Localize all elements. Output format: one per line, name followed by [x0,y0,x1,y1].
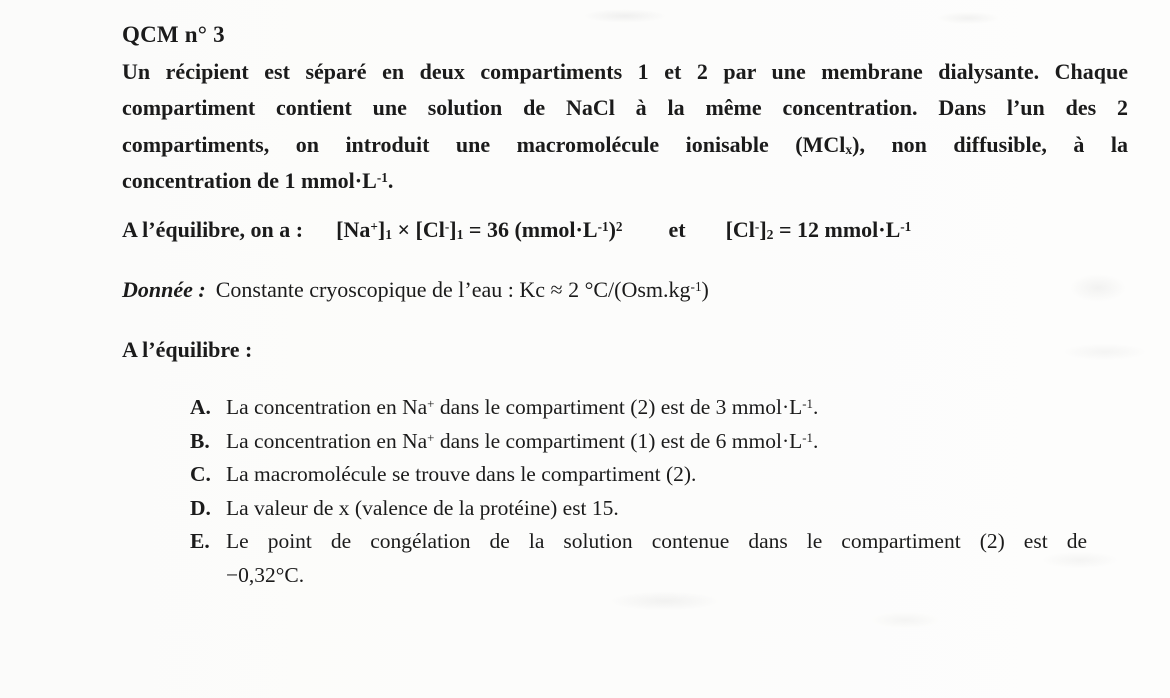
options-list [190,391,1095,593]
option-text-b: La concentration en Na+ dans le compartiment (1) est de 6 $mmol\cdot L^{-1}$. [226,428,819,453]
option-text-a: La concentration en Na+ dans le compartiment (2) est de 3 $mmol\cdot L^{-1}$. [226,395,819,419]
option-letter-c: C. [190,462,211,487]
given-label: Donnée : [122,277,206,302]
option-letter-e: E. [190,529,210,554]
option-row-e [190,525,1095,592]
option-text-e [226,525,1095,592]
option-text-d: La valeur de x (valence de la protéine) est 15. [226,495,619,520]
option-letter-b: B. [190,428,210,453]
option-row-d [190,492,1095,526]
equilibrium-label: A l’équilibre, on a : [122,217,304,242]
option-row-a [190,391,1095,425]
formula-ionic-product: $[Na^+]_1 \times [Cl^-]_1 = 36$ $(mmol\cdot L^{-1})^2$ [336,217,623,243]
option-text-e-line-1: Le point de congélation de la solution contenue dans le compartiment (2) est de [226,529,1087,554]
option-row-b [190,425,1095,459]
qcm-title: QCM n° 3 [122,22,225,47]
given-text: Constante cryoscopique de l’eau : Kc ≈ 2 $^\circ C/(Osm.kg^{-1})$ [215,277,709,302]
intro-line-2: compartiment contient une solution de NaCl à la même concentration. Dans l’un des 2 [122,95,1128,121]
equilibrium-statement [122,217,911,243]
option-letter-a: A. [190,395,211,419]
option-row-c [190,458,1095,492]
option-text-e-line-2: −0,32°C. [226,562,305,587]
intro-paragraph [122,54,1128,200]
intro-line-4: concentration de 1 $mmol\cdot L^{-1}$. [122,168,394,194]
option-letter-d: D. [190,495,211,520]
formula-chloride-compartment-2: $[Cl^-]_2 = 12$ $mmol\cdot L^{-1}$ [725,217,912,243]
intro-line-3: compartiments, on introduit une macromolécule ionisable (MCl$_x$), non diffusible, à la [122,131,1128,158]
connector-et: et [668,217,686,242]
option-text-c: La macromolécule se trouve dans le compartiment (2). [226,462,697,487]
given-data-line [122,277,709,303]
intro-line-1: Un récipient est séparé en deux compartiments 1 et 2 par une membrane dialysante. Chaque [122,59,1128,84]
question-lead: A l’équilibre : [122,337,253,362]
